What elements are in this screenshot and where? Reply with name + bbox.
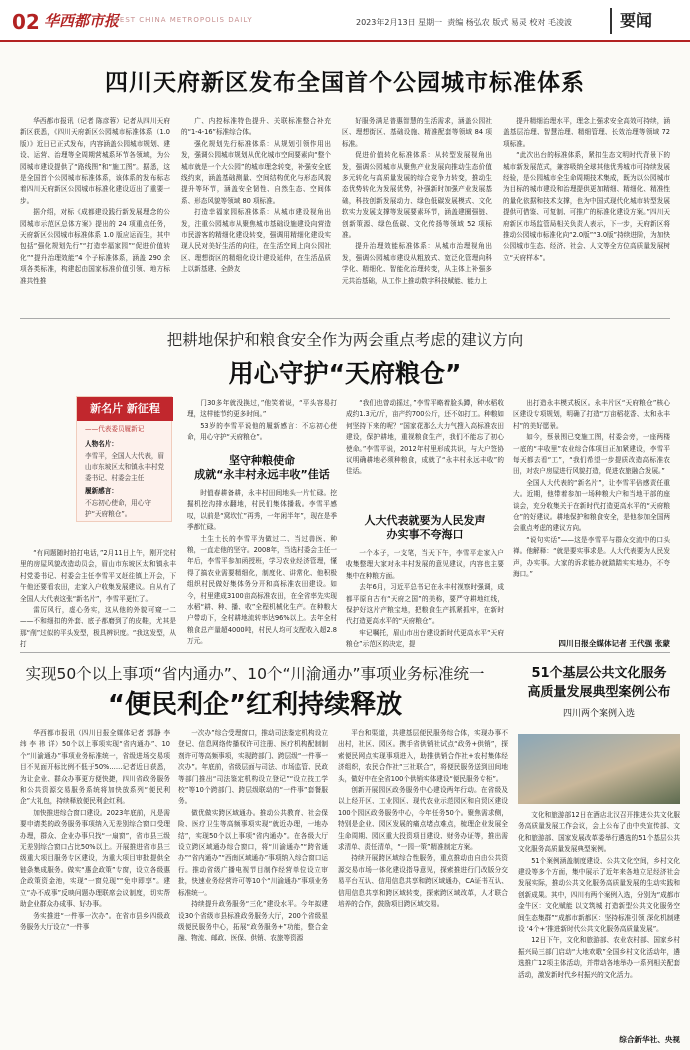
paragraph: “说句实话”——这是李雪平与群众交流中的口头禅。他解释：“就是要实事求是。人大代表要为人民发声，办实事。大家的诉求能办就踏踏实实地办，不夸海口。” <box>513 535 670 579</box>
paper-logo: 华西都市报 <box>44 12 120 30</box>
paragraph: 如今，蔡景围已变施工图，村委会旁，一座两楼一底的“丰收里”农业综合体项目正加紧建设，李雪平每天都去看“工”，“我们希望一步提质改造高标准农田，对农户房屋进行风貌打造，促进农旅融合发展。” <box>513 433 670 476</box>
divider <box>20 318 670 319</box>
paragraph: 牢记嘱托，眉山市出台建设新时代更高水平“天府粮仓”示范区的决定，提 <box>346 628 504 648</box>
story2-col2 <box>187 398 337 444</box>
story1-col2 <box>181 116 331 312</box>
divider <box>20 652 670 653</box>
story1-headline: 四川天府新区发布全国首个公园城市标准体系 <box>105 70 585 96</box>
story1-col1 <box>20 116 170 312</box>
paragraph: 门30多年就没换过，”他笑着说，“平头容易打理，这样能节约更多时间。” <box>187 399 337 419</box>
story1-col4 <box>503 116 670 312</box>
side-story-byline: 综合新华社、央视 <box>619 1035 680 1044</box>
paragraph: 平台和渠道，共建基层便民服务综合体，实现办事不出村，社区、园区。携手省供销社试点“政务+供销”，探索便民网点实现事项进入，助推供销合作社+农村集体经济组织，农民合作社“三社联合”，将便民服务送到田间地头，做好中在全省100个供销实体建设“便民服务专柜”。 <box>338 729 508 783</box>
paragraph: “有问题随时拍打电话，”2月11日上午，刚开完村里的房屋风貌改造动员会，眉山市东坡区太和镇永丰村党委书记、村委会主任李雪平又赶往镇上开会，下午他还要看农田，走家入户收集发展建议。自从有了全国人大代表这张“新名片”，李雪平更忙了。 <box>20 549 176 603</box>
paragraph: 华西都市报讯（记者 陈彦蓉）记者从四川天府新区获悉，《四川天府新区公园城市标准体系（1.0版）》近日已正式发布，内容涵盖公园城市规划、建设、运营、治理等全周期营城系环节各领域，为公园城市建设提供了“路线图”和“施工图”。据悉，这是全国首个公园城市标准体系，该体系的发布标志着四川天府新区公园城市标准化建设迈出了重要一步。 <box>20 117 170 205</box>
paragraph: 土生土长的李雪平为做过二、当过兽医、种粮，一直走他的坚守。2008年，当选村委会主任一年后，李雪平参加函授班，学习农业经济管理，懂得了搞农业需要精细化，制度化、讲常化、他积极组织村民做好集体务分开和高标准农田建设。如今，村里建成3100亩高标准农田，在全省率先实现水稻“耕、种、播、收”全程机械化生产。在种粮大户带动下，全村耕地流转率达96%以上。去年全村粮食总产量超4000吨，村民人均可支配收入超2.8万元。 <box>187 534 337 646</box>
story2-col4 <box>513 398 670 634</box>
paragraph: 一次办”综合受理窗口，推动司法鉴定机构设立登记、信息网络传播权许可注册、医疗机构配制制剂许可等高频事项，实现跨部门、跨层级“一件事一次办”。年底前，省级层面与司法、市场监管、民政等部门推出“司法鉴定机构设立登记”“设立技工学校”等10个跨部门、跨层级联动的“一件事”套餐服务。 <box>178 729 328 806</box>
page-number: 02 <box>12 10 40 34</box>
issue-meta <box>356 17 572 28</box>
story3-col3 <box>338 728 508 1044</box>
paper-logo-en: WEST CHINA METROPOLIS DAILY <box>112 16 253 24</box>
paragraph: 华西都市报讯（四川日报全媒体记者 郭静 李 纬 李 祎 详）50个以上事项实现“省内通办”、10个“川渝通办”事项业务标准统一，省级进场交易项目不见面开标比例不低于50%……记者近日获悉，为让企业、群众办事更方便快捷，四川省政务服务和公共资源交易服务系统将加快放系列“便民利企”大礼包，持续释放便民利企红利。 <box>20 729 170 806</box>
story1-col3 <box>342 116 492 312</box>
profile-subtitle: ——代表委员履新记 <box>85 425 145 433</box>
profile-card <box>76 396 172 522</box>
paragraph: 据介绍，对标《成都建设践行新发展理念的公园城市示范区总体方案》提出的 24 项重点任务，天府新区公园城市标准体系 1.0 版应运而生，其中包括“强化规划先行”“打造幸福家园”“促进价值转化”“提升治理效能”4 个子标准体系，涵盖 290 余项各类标准，构建起由国家标准价值引领、地方标准共性推 <box>20 208 170 285</box>
paragraph: 做优做实跨区域通办。推动公共教育、社会保险、医疗卫生等高频事项实现“就近办理，一地办结”，实现50个以上事项“省内通办”。在各级大厅设立跨区域通办综合窗口，将“川渝通办”“跨省通办”“省内通办”“西南区域通办”事项纳入综合窗口运行。推动省级广播电视节目制作经营单位设立审批，快速业务经营许可等10个“川渝通办”事项业务标准统一。 <box>178 808 328 897</box>
paragraph: 全国人大代表的“新名片”，让李雪平倍感责任重大。近期，他带着参加一场种粮大户和当地干部的座谈会，充分收集关于在新时代打造更高水平的“天府粮仓”的好建议。耕地保护和粮食安全，是他参加全国两会重点考虑的建议方向。 <box>513 478 670 533</box>
paragraph: 促进价值转化标准体系：从转型发展视角出发，强调公园城市从聚焦产业发展向推动生态价值多元转化与高质量发展的综合竞争力转变，推动生态优势转化为发展优势，补强新时加强产业发展基础，科技创新发展动力、绿色低碳发展模式、文化软实力发展支撑等发展要素环节，涵盖建圈强链、创新策源、绿色低碳、文化传扬等领域 52 项标准。 <box>342 151 492 240</box>
story2-byline: 四川日报全媒体记者 王代强 张蒙 <box>558 639 670 648</box>
side-story-subhead: 四川两个案例入选 <box>562 709 635 719</box>
story3-headline: “便民利企”红利持续释放 <box>107 690 403 720</box>
paragraph: 持续提升政务服务“三化”建设水平。今年拟建设30个省级市县标准政务服务大厅，200个省级星级便民服务中心，拓展“政务服务+”功能，整合金融、物流、邮政、医保、供销、农旅等资源 <box>178 900 328 943</box>
story2-subhead-1: 坚守种粮使命 成就“永丰村永远丰收”佳话 <box>194 454 330 481</box>
paragraph: 时值春耕备耕，永丰村田间地头一片忙碌。挖掘机挖沟排水翻地，村民们集体播栽。李雪平感叹，以前是“窝坎忙”再秀，一年闲半年”，现在是季季都忙碌。 <box>187 489 337 532</box>
profile-motto-label: 履新感言： <box>85 487 118 495</box>
paragraph: 好服务满足普惠智慧的生活需求，涵盖公园社区、理想街区、基础设施、精准配套等领域 84 项标准。 <box>342 117 492 148</box>
profile-banner: 新名片 新征程 <box>77 397 173 421</box>
story2-col1 <box>20 548 176 648</box>
paragraph: “我们也曾动摇过，”李雪平略着脸头蹲，种水稻收成约1.3元/斤，亩产约700公斤，还不如打工。种粮如何坚持下来的呢？“国家花那么大力气搜入高标准农田建设，保护耕地，重视粮食生产，我们不能忘了初心使命。”李雪平说，2012年村里形成共识，与大户签协议明确耕地必须种粮食，成就了“永丰村永远丰收”的佳话。 <box>346 399 504 476</box>
paragraph: 12日下午，文化和旅游部、农业农村部、国家乡村振兴局三部门启动“大地欢歌”全国乡村文化活动年，遴选推广12项主体活动，并带动各地举办一系列相关配套活动，激发新时代乡村振兴的文化活力。 <box>518 936 680 979</box>
story3-col1 <box>20 728 170 1044</box>
story2-col3b <box>346 548 504 648</box>
side-story-photo <box>518 734 680 804</box>
paragraph: 文化和旅游部12日在酒店北汉召开推进公共文化服务高质量发展工作会议，会上公布了由中央宣传部、文化和旅游部、国家发展改革委举行遴选的51个基层公共文化服务高质量发展典型案例。 <box>518 811 680 854</box>
paragraph: 强化规划先行标准体系：从规划引领作用出发，强调公园城市规划从优化城市空间要素向“整个城市就是一个大公园”的城市理念转变，补强安全底线约束，涵盖基础测量、空间结构优化与形态风貌提升等环节，涵盖安全韧性、自然生态、空间体系、形态风貌等领域 80 项标准。 <box>181 139 331 205</box>
paragraph: “此次出台的标准体系，紧扣生态文明时代背景下的城市新发展范式，兼容吸纳全球其他优秀城市可持续发展经验，是公园城市全生命周期技术集成，既为以公园城市为目标的城市建设和治理提供更加精细、精细化、精准性的量化依据和技术支撑，也为中国式现代化城市转型发展提供可借鉴、可复制、可推广的标准化建设方案。”四川天府新区市场监管局相关负责人表示，下一步，天府新区将推动公园城市标准化向“2.0版”“3.0版”持续进阶，为加快公园城市生态、经济、社会、人文等全方位高质量发展树立“天府样本”。 <box>503 151 670 262</box>
paragraph: 出打造永丰模式板区。永丰片区“天府粮仓”核心区建设专项规划，明确了打造“万亩稻花香、太和永丰村”的美好愿景。 <box>513 399 670 430</box>
paragraph: 53岁的李雪平说他的履新感言：不忘初心使命，用心守护“天府粮仓”。 <box>187 421 337 442</box>
story2-subhead-2: 人大代表就要为人民发声 办实事不夸海口 <box>364 514 486 541</box>
profile-person-text: 李雪平，全国人大代表，眉山市东坡区太和镇永丰村党委书记、村委会主任 <box>85 452 165 482</box>
story2-col2b <box>187 488 337 648</box>
issue-date: 2023年2月13日 星期一 <box>356 18 443 27</box>
paragraph: 51个案例涵盖制度建设、公共文化空间，乡村文化建设等多个方面，集中展示了近年来各地立足经济社会发展实际，推动公共文化服务高质量发展的生动实践和创新成果。其中，四川有两个案例入选，分别为“成都市金牛区：文化赋能 以文筑城 打造新型公共文化服务空间生态集群”“成都市新都区：坚持标准引领 深化机制建设 ‘4个+’推进新时代公共文化服务高质量发展”。 <box>518 856 680 934</box>
paragraph: 务实推进“一件事一次办”。在省市县乡四级政务服务大厅设立“一件事 <box>20 911 170 931</box>
paragraph: 加快推进综合窗口建设。2023年底前，凡是需要申请类的政务服务事项纳入无差别综合窗口受理办理，群众、企业办事只找“一扇窗”，省市县三级无差别综合窗口占比50%以上。开展推进省市县三级重大项目服务专区建设，为重大项目审批提供全链条集成服务。做实“惠企政策”专窗，设立各级惠企政策资金池，实现“一窗兑现”“免申即享”。建立“办不成事”反映问题办理联席会议制度，切实帮助企业群众办成事、好办事。 <box>20 808 170 909</box>
paragraph: 广、内控标准特色提升、关联标准整合补充的“1-4-16”标准综合体。 <box>181 117 331 137</box>
paragraph: 持续开展跨区域综合性服务，重点推动由自由公共资源交易市场一体化建设指导意见，探索推进行门改版分交易平台互认、信用信息共享和跨区域通办，CA证书互认、信用信息共享和跨区域转变，探索跨区域改革，人才联合培养的合作，鼓励项目跨区域交易。 <box>338 854 508 909</box>
story2-col3 <box>346 398 504 508</box>
profile-motto-text: 不忘初心使命，用心守护“天府粮仓”。 <box>85 499 151 518</box>
story3-col2 <box>178 728 328 1044</box>
story3-kicker: 实现50个以上事项“省内通办”、10个“川渝通办”事项业务标准统一 <box>25 665 485 683</box>
paragraph: 打造幸福家园标准体系：从城市建设视角出发，注重公园城市从聚焦城市基础设施建设向营造市民游客的精细化建设转变，强调用精细化建设实现人民对美好生活的向往，在生活空间上向公园社区、理想街区的精细化设计建设延伸，在生活品质上以新基建、全龄友 <box>181 208 331 274</box>
section-label: 要闻 <box>610 8 682 34</box>
profile-person-label: 人物名片： <box>85 440 118 448</box>
editor-credits: 责编 杨弘农 版式 易灵 校对 毛凌波 <box>447 18 572 27</box>
paragraph: 雷厉风行，虚心务实，这从他的外貌可窥一二——不和细扣的外套、底子都磨到了的皮鞋，尤其是那“削”过似的平头发型，极具辨识度。“我这发型，从打 <box>20 606 176 648</box>
side-story-text <box>518 810 680 1032</box>
paragraph: 提升治理效能标准体系：从城市治理视角出发，强调公园城市建设从粗放式、宽泛化管理向科学化、精细化、智能化治理转变，从主体上补强多元共治基础，从工作上推动数字科技赋能、能力上 <box>342 242 492 285</box>
masthead-bar <box>0 0 690 42</box>
paragraph: 创新开展园区政务服务中心建设两年行动。在省级及以上经开区、工业园区、现代农业示范园区和自贸区建设100个园区政务服务中心，今年任务50个。聚焦需求侧，特别是企业、园区发展的痛点堵点难点，梳理企业发展全生命周期、园区重大投资项目建设、财务办证等，推出需求清单、责任清单，“一园一策”精准制定方案。 <box>338 786 508 852</box>
story2-headline: 用心守护“天府粮仓” <box>228 359 462 388</box>
side-story-headline: 51个基层公共文化服务 高质量发展典型案例公布 <box>527 666 671 700</box>
story2-kicker: 把耕地保护和粮食安全作为两会重点考虑的建议方向 <box>166 331 524 349</box>
paragraph: 去年6月，习近平总书记在永丰村视察时强调，成都平原自古有“天府之国”的美称，要严守耕地红线，保护好这片产粮宝地，把粮食生产抓紧抓牢，在新时代打造更高水平的“天府粮仓”。 <box>346 583 504 626</box>
paragraph: 一个本子，一支笔，当天下午，李雪平走家入户收集整理大家对永丰村发展的意见建议，内容也主要集中在种粮方面。 <box>346 549 504 580</box>
paragraph: 提升精细治理水平，理念上强求安全高效可持续，涵盖基层治理、智慧治理、精细管理、长效治理等领域 72 项标准。 <box>503 117 670 148</box>
